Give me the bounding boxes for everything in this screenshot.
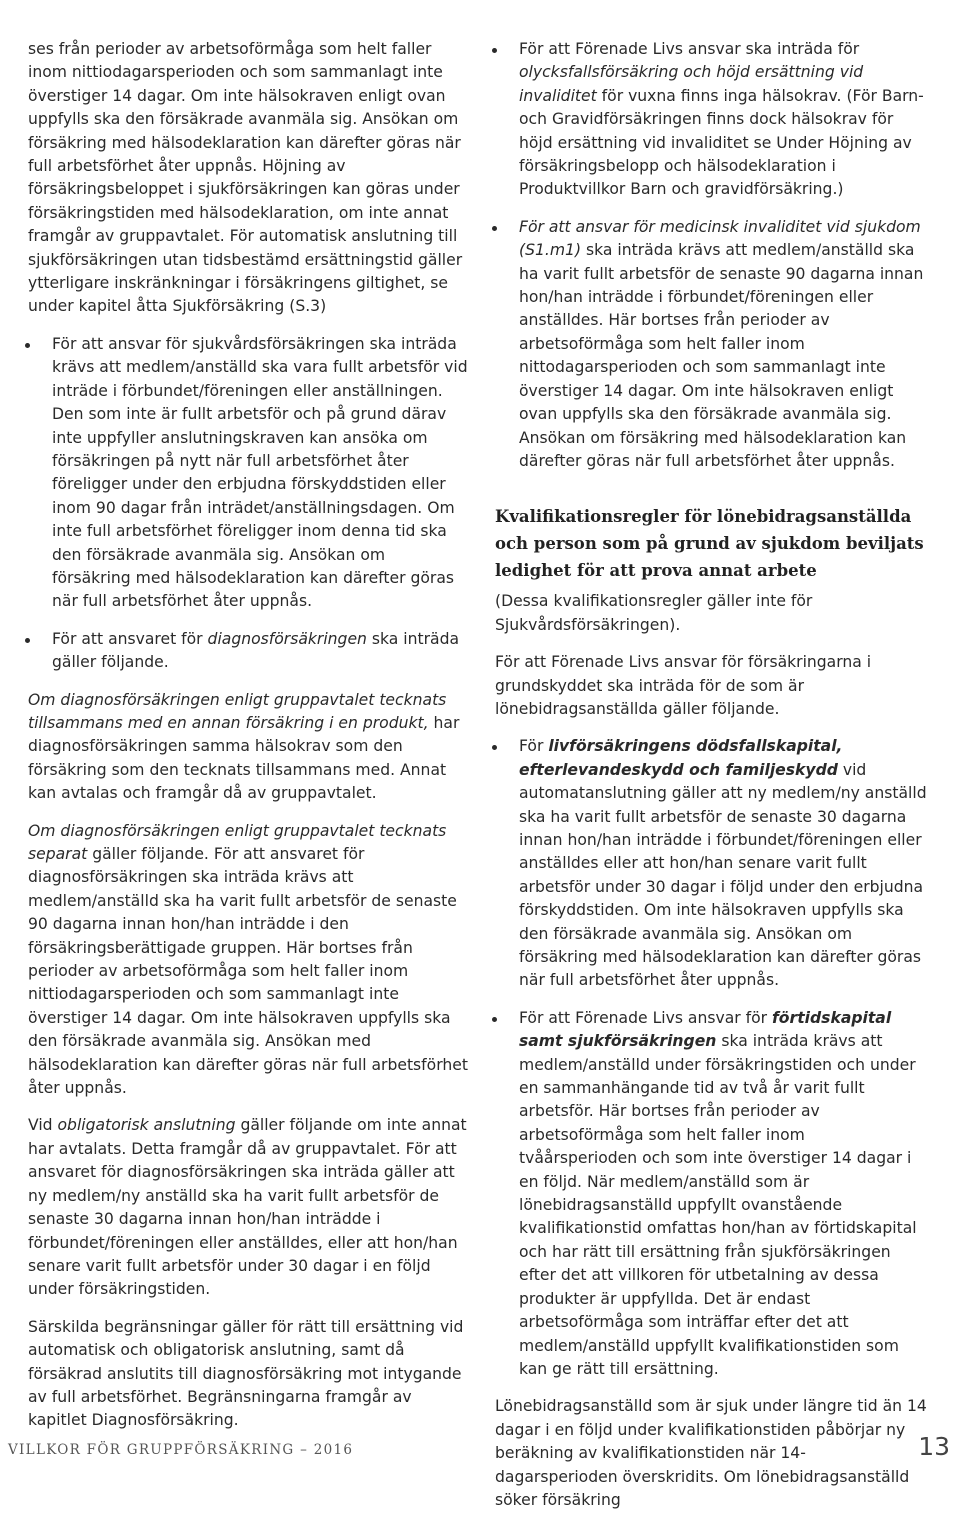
- text: har diagnosförsäkringen samma hälsokrav som den försäkring som den tecknats tillsammans med. Annat kan avtalas och framgår då av gruppavtalet.: [28, 713, 460, 803]
- text: gäller följande. För att ansvaret för diagnosförsäkringen ska inträda krävs att medlem/anställd ska ha varit fullt arbetsför de senaste 90 dagarna innan hon/han inträdde i den försäkringsberättigade gruppen. Här bortses från perioder av arbetsoförmåga som helt faller inom nittiodagarsperioden och som sammanlagt inte överstiger 14 dagar. Om inte hälsokraven uppfylls ska den försäkrade avanmäla sig. Ansökan med hälsodeklaration kan därefter göras när full arbetsförhet åter uppnås.: [28, 845, 468, 1098]
- emphasis: förtidskapital samt sjukförsäkringen: [519, 1008, 892, 1051]
- emphasis: Om diagnosförsäkringen enligt gruppavtalet tecknats separat: [28, 821, 447, 863]
- emphasis: diagnosförsäkringen: [207, 629, 367, 648]
- text: För att Förenade Livs ansvar för: [519, 1008, 773, 1027]
- text: ska inträda krävs att medlem/anställd under försäkringstiden och under en sammanhängande tid av två år varit fullt arbetsför. Här bortses från perioder av arbetsoförmåga som helt faller inom tvåårsperioden och som inte överstiger 14 dagar i en följd. När medlem/anställd som är lönebidragsanställd uppfyllt ovanstående kvalifikationstid omfattas hon/han av förtidskapital och har rätt till ersättning från sjukförsäkringen efter det att villkoren för utbetalning av dessa produkter är uppfyllda. Det är endast arbetsoförmåga som inträffar efter det att medlem/anställd uppfyllt kvalifikationstiden som kan ge rätt till ersättning.: [519, 1032, 917, 1378]
- bullet-item-sjukvard: För att ansvar för sjukvårdsförsäkringen ska inträda krävs att medlem/anställd ska vara fullt arbetsför vid inträde i förbundet/föreningen eller anställningen. Den som inte är fullt arbetsför och på grund därav inte uppfyller anslutningskraven kan ansöka om försäkringen på nytt när full arbetsförhet åter föreligger under den erbjudna förskyddstiden eller inom 90 dagar från inträdet/anställningsdagen. Om inte full arbetsförhet föreligger inom denna tid ska den försäkrade avanmäla sig. Ansökan om försäkring med hälsodeklaration kan därefter göras när full arbetsförhet åter uppnås.: [28, 333, 468, 614]
- bullet-item-livforsakring: [495, 735, 927, 992]
- text: vid automatanslutning gäller att ny medlem/ny anställd ska ha varit fullt arbetsför de senaste 30 dagarna innan hon/han inträdde i förbundet/föreningen eller anställdes eller att hon/han senare varit fullt arbetsför under 30 dagar i följd under den erbjudna förskyddstiden. Om inte hälsokraven uppfylls ska den försäkrade avanmäla sig. Ansökan om försäkring med hälsodeklaration kan därefter göras när full arbetsförhet åter uppnås.: [519, 760, 927, 990]
- footer-title: VILLKOR FÖR GRUPPFÖRSÄKRING – 2016: [8, 1442, 354, 1458]
- paragraph: ses från perioder av arbetsoförmåga som helt faller inom nittiodagarsperioden och som sammanlagt inte överstiger 14 dagar. Om inte hälsokraven enligt ovan uppfylls ska den försäkrade avanmäla sig. Ansökan om försäkring med hälsodeklaration kan därefter göras när full arbetsförhet åter uppnås. Höjning av försäkringsbeloppet i sjukförsäkringen kan göras under försäkringstiden med hälsodeklaration, om inte annat framgår av gruppavtalet. För automatisk anslutning till sjukförsäkringen utan tidsbestämd ersättningstid gäller ytterligare inskränkningar i försäkringens giltighet, se under kapitel åtta Sjukförsäkring (S.3): [28, 40, 463, 316]
- text: för vuxna finns inga hälsokrav. (För Barn- och Gravidförsäkringen finns dock hälsokrav för höjd ersättning vid invaliditet se Under Höjning av försäkringsbelopp och hälsodeklaration i Produktvillkor Barn och gravidförsäkring.): [519, 86, 924, 199]
- text: ska inträda gäller följande.: [52, 629, 460, 672]
- text: gäller följande om inte annat har avtalats. Detta framgår då av gruppavtalet. För att ansvaret för diagnosförsäkringen ska inträda gäller att ny medlem/ny anställd ska ha varit fullt arbetsför de senaste 30 dagarna innan hon/han inträdde i förbundet/föreningen eller anställdes, eller att hon/han senare varit fullt arbetsför under 30 dagar i en följd under försäkringstiden.: [28, 1116, 467, 1299]
- emphasis: olycksfallsförsäkring och höjd ersättning vid invaliditet: [519, 63, 864, 105]
- bullet-item-fortidskapital: [495, 1007, 927, 1382]
- left-column: [28, 38, 468, 1447]
- text: För: [519, 737, 549, 756]
- text: ska inträda krävs att medlem/anställd ska ha varit fullt arbetsför de senaste 90 dagarna innan hon/han inträdde i förbundet/föreningen eller anställdes. Här bortses från perioder av arbetsoförmåga som helt faller inom nittodagarsperioden och som sammanlagt inte överstiger 14 dagar. Om inte hälsokraven enligt ovan uppfylls ska den försäkrade avanmäla sig. Ansökan om försäkring med hälsodeklaration kan därefter göras när full arbetsförhet åter uppnås.: [519, 241, 924, 470]
- paragraph: [28, 820, 468, 1101]
- emphasis: Om diagnosförsäkringen enligt gruppavtalet tecknats tillsammans med en annan försäkring i en produkt,: [28, 690, 447, 732]
- bullet-item-medicinsk-invaliditet: [495, 216, 927, 473]
- emphasis: För att ansvar för medicinsk invaliditet vid sjukdom (S1.m1): [519, 217, 921, 260]
- text: För att Förenade Livs ansvar ska inträda för: [519, 40, 860, 58]
- emphasis: obligatorisk anslutning: [57, 1116, 236, 1135]
- paragraph: (Dessa kvalifikationsregler gäller inte för Sjukvårdsförsäkringen).: [495, 592, 813, 634]
- right-column: [495, 38, 927, 1526]
- bullet-item-olycksfall: [495, 38, 927, 202]
- paragraph: [28, 1114, 468, 1301]
- section-heading: Kvalifikationsregler för lönebidragsanställda och person som på grund av sjukdom beviljats ledighet för att prova annat arbete: [495, 507, 924, 581]
- text: För att ansvaret för: [52, 629, 208, 648]
- text: Vid: [28, 1116, 58, 1135]
- emphasis: livförsäkringens dödsfallskapital, efterlevandeskydd och familjeskydd: [519, 737, 843, 779]
- paragraph: För att Förenade Livs ansvar för försäkringarna i grundskyddet ska inträda för de som är lönebidragsanställda gäller följande.: [495, 653, 872, 718]
- page-number: 13: [918, 1432, 950, 1461]
- paragraph: Lönebidragsanställd som är sjuk under längre tid än 14 dagar i en följd under kvalifikationstiden påbörjar ny beräkning av kvalifikationstiden när 14-dagarsperioden överskridits. Om lönebidragsanställd söker försäkring: [495, 1397, 927, 1509]
- paragraph: Särskilda begränsningar gäller för rätt till ersättning vid automatisk och obligatorisk anslutning, samt då försäkrad anslutits till diagnosförsäkring mot intygande av full arbetsförhet. Begränsningarna framgår av kapitlet Diagnosförsäkring.: [28, 1317, 464, 1430]
- paragraph: [28, 689, 468, 806]
- bullet-item-diagnos: [28, 628, 468, 675]
